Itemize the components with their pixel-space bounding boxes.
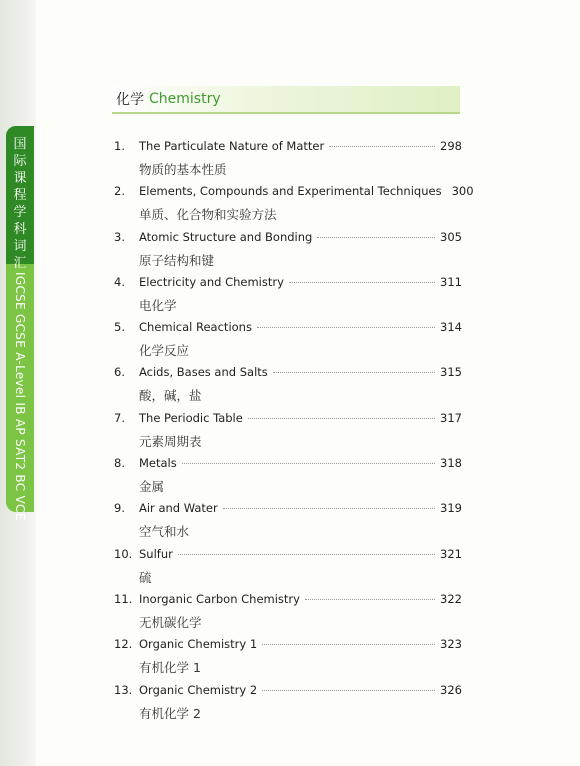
toc-title-row bbox=[139, 139, 462, 153]
toc-title: Metals bbox=[139, 456, 177, 471]
toc-title-row bbox=[139, 320, 462, 334]
toc-title-row bbox=[139, 683, 462, 697]
toc-title-cn: 物质的基本性质 bbox=[139, 162, 227, 177]
side-tab-en-text: IGCSE GCSE A-Level IB AP SAT2 BC VCE bbox=[13, 272, 27, 521]
toc-number: 8. bbox=[114, 456, 125, 471]
toc-page-number: 323 bbox=[440, 637, 462, 652]
toc-title-cn: 电化学 bbox=[139, 297, 177, 313]
toc-title-cn: 有机化学 2 bbox=[139, 705, 201, 721]
toc-title-cn: 元素周期表 bbox=[139, 433, 202, 449]
toc-entry[interactable] bbox=[114, 320, 464, 365]
toc-title-cn: 酸，碱，盐 bbox=[139, 388, 202, 404]
toc-number: 2. bbox=[114, 184, 125, 199]
toc-title: Acids, Bases and Salts bbox=[139, 365, 268, 380]
toc-entry[interactable] bbox=[114, 547, 464, 592]
toc-entry[interactable] bbox=[114, 365, 464, 410]
toc-title-row bbox=[139, 411, 462, 425]
toc-title-row bbox=[139, 456, 462, 470]
toc-title: Inorganic Carbon Chemistry bbox=[139, 591, 300, 606]
toc-entry[interactable] bbox=[114, 411, 464, 456]
section-title-cn: 化学 bbox=[116, 92, 144, 108]
toc-title-row bbox=[139, 230, 462, 244]
side-tab-char: 汇 bbox=[13, 256, 27, 271]
toc-dot-leader bbox=[273, 372, 435, 373]
toc-dot-leader bbox=[178, 554, 435, 555]
side-tab-en bbox=[6, 272, 34, 521]
toc-dot-leader bbox=[223, 508, 435, 509]
toc-title: Elements, Compounds and Experimental Techniques bbox=[139, 184, 442, 199]
side-tab-cn bbox=[6, 126, 34, 271]
toc-entry[interactable] bbox=[114, 637, 464, 682]
toc-title-row bbox=[139, 637, 462, 651]
side-tab-char: 程 bbox=[13, 188, 27, 203]
toc-dot-leader bbox=[317, 237, 435, 238]
toc-dot-leader bbox=[289, 282, 435, 283]
toc-dot-leader bbox=[257, 327, 435, 328]
side-tab-char: 际 bbox=[13, 154, 27, 169]
toc-number: 1. bbox=[114, 139, 125, 153]
toc-page-number: 311 bbox=[440, 274, 462, 289]
toc-number: 9. bbox=[114, 501, 125, 516]
toc-title: Sulfur bbox=[139, 546, 173, 561]
side-tab bbox=[6, 126, 34, 521]
toc-page-number: 300 bbox=[451, 184, 474, 199]
toc-title-row bbox=[139, 547, 462, 561]
side-tab-char: 科 bbox=[13, 222, 27, 237]
side-tab-char: 国 bbox=[13, 137, 27, 152]
toc-title-row bbox=[139, 501, 462, 515]
toc-page-number: 298 bbox=[440, 139, 462, 153]
toc-title-cn: 单质、化合物和实验方法 bbox=[139, 207, 277, 223]
toc-title-row bbox=[139, 184, 474, 199]
toc-entry[interactable] bbox=[114, 139, 464, 184]
toc-dot-leader bbox=[182, 463, 435, 464]
toc-title-row bbox=[139, 592, 462, 606]
toc-page-number: 322 bbox=[440, 591, 462, 606]
toc-dot-leader bbox=[305, 599, 435, 600]
toc-entry[interactable] bbox=[114, 683, 464, 728]
toc-title: Air and Water bbox=[139, 501, 218, 516]
toc-title: Organic Chemistry 1 bbox=[139, 637, 258, 652]
toc-title: The Periodic Table bbox=[139, 410, 243, 425]
toc-title: Organic Chemistry 2 bbox=[139, 682, 258, 697]
section-header bbox=[112, 86, 460, 114]
toc-page-number: 318 bbox=[440, 456, 462, 471]
toc-title-cn: 硫 bbox=[139, 569, 152, 585]
toc-number: 13. bbox=[114, 682, 133, 697]
toc-page-number: 319 bbox=[440, 501, 462, 516]
toc-page-number: 317 bbox=[440, 410, 462, 425]
toc-entry[interactable] bbox=[114, 184, 474, 229]
toc-title: The Particulate Nature of Matter bbox=[139, 139, 325, 153]
toc-title-cn: 有机化学 1 bbox=[139, 660, 201, 676]
toc-title-cn: 化学反应 bbox=[139, 343, 190, 359]
toc-page-number: 305 bbox=[440, 229, 462, 244]
toc-page-number: 315 bbox=[440, 365, 462, 380]
toc-title-cn: 原子结构和键 bbox=[139, 252, 215, 268]
toc-number: 3. bbox=[114, 229, 125, 244]
toc-title: Atomic Structure and Bonding bbox=[139, 229, 313, 244]
toc-dot-leader bbox=[248, 418, 435, 419]
toc-number: 10. bbox=[114, 546, 133, 561]
toc-number: 4. bbox=[114, 274, 125, 289]
toc-title-row bbox=[139, 365, 462, 379]
toc-title-cn: 金属 bbox=[139, 479, 165, 495]
section-title-en: Chemistry bbox=[149, 91, 221, 107]
toc-page-number: 314 bbox=[440, 320, 462, 335]
toc-dot-leader bbox=[262, 690, 435, 691]
toc-entry[interactable] bbox=[114, 275, 464, 320]
toc-number: 6. bbox=[114, 365, 125, 380]
toc-title-cn: 无机碳化学 bbox=[139, 614, 202, 630]
toc-page-number: 326 bbox=[440, 682, 462, 697]
side-tab-char: 词 bbox=[13, 239, 27, 254]
side-tab-char: 学 bbox=[13, 205, 27, 220]
toc-page-number: 321 bbox=[440, 546, 462, 561]
toc-dot-leader bbox=[329, 146, 435, 147]
toc-number: 12. bbox=[114, 637, 133, 652]
toc-dot-leader bbox=[262, 644, 435, 645]
toc-entry[interactable] bbox=[114, 592, 464, 637]
toc-number: 11. bbox=[114, 591, 133, 606]
toc-entry[interactable] bbox=[114, 501, 464, 546]
toc-number: 7. bbox=[114, 410, 125, 425]
table-of-contents bbox=[114, 139, 474, 728]
toc-number: 5. bbox=[114, 320, 125, 335]
toc-entry[interactable] bbox=[114, 456, 464, 501]
toc-title: Chemical Reactions bbox=[139, 320, 252, 335]
toc-title: Electricity and Chemistry bbox=[139, 274, 284, 289]
toc-title-cn: 空气和水 bbox=[139, 524, 190, 540]
side-tab-char: 课 bbox=[13, 171, 27, 186]
toc-entry[interactable] bbox=[114, 230, 464, 275]
toc-title-row bbox=[139, 275, 462, 289]
